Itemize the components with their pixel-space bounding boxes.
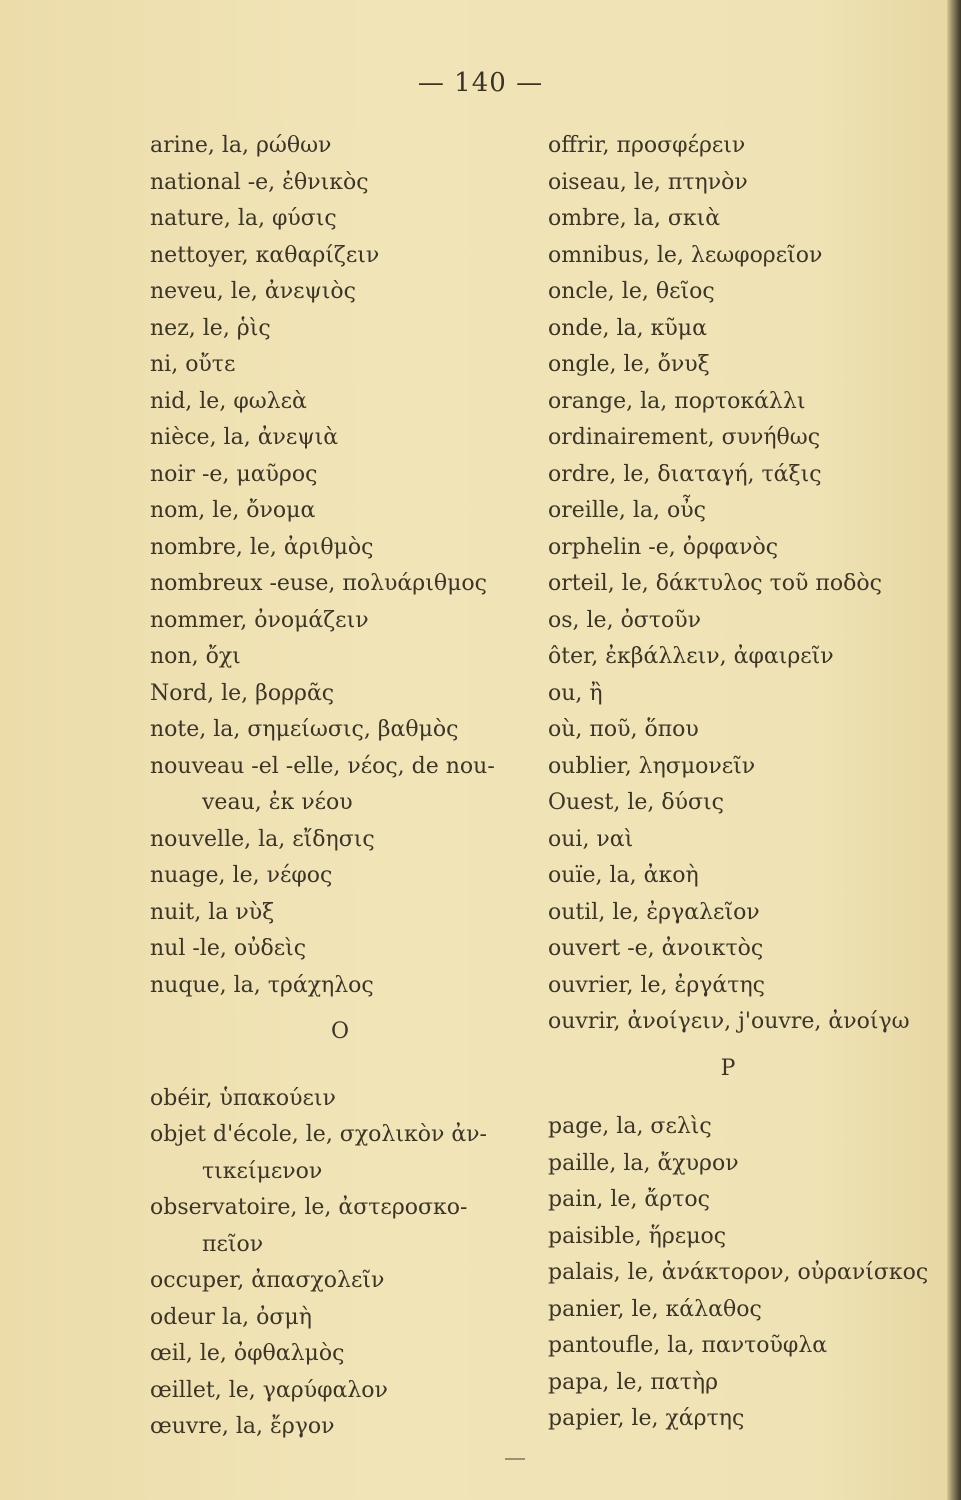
left-column: [150, 128, 535, 1446]
dictionary-entry: nom, le, ὄνομα: [150, 498, 316, 523]
dictionary-entry: ou, ἢ: [548, 680, 603, 706]
dictionary-entry: onde, la, κῦμα: [548, 315, 707, 341]
dictionary-entry: Ouest, le, δύσις: [548, 790, 724, 815]
dictionary-entry: oublier, λησμονεῖν: [548, 753, 756, 779]
dictionary-entry: œil, le, ὀφθαλμὸς: [150, 1341, 345, 1366]
dictionary-entry: palais, le, ἀνάκτορον, οὐρανίσκος: [548, 1260, 929, 1285]
dictionary-entry: nouvelle, la, εἴδησις: [150, 826, 375, 852]
dictionary-entry: Nord, le, βορρᾶς: [150, 680, 335, 706]
dictionary-entry: ouïe, la, ἀκοὴ: [548, 863, 699, 888]
dictionary-entry: orphelin -e, ὀρφανὸς: [548, 534, 779, 560]
dictionary-entry: nature, la, φύσις: [150, 206, 337, 231]
dictionary-entry: nez, le, ῥὶς: [150, 315, 271, 341]
dictionary-entry: ongle, le, ὄνυξ: [548, 352, 710, 377]
dictionary-entry: observatoire, le, ἀστεροσκο-: [150, 1195, 468, 1220]
dictionary-entry: nuage, le, νέφος: [150, 863, 333, 888]
dictionary-entry: national -e, ἐθνικὸς: [150, 169, 369, 195]
dictionary-entry-continuation: veau, ἐκ νέου: [202, 790, 353, 815]
dictionary-entry: nettoyer, καθαρίζειν: [150, 242, 380, 268]
dictionary-entry: nul -le, οὐδεὶς: [150, 936, 307, 961]
dictionary-entry: ombre, la, σκιὰ: [548, 206, 721, 231]
dictionary-entry: odeur la, ὀσμὴ: [150, 1304, 312, 1330]
right-column: [548, 128, 933, 1438]
dictionary-entry: papier, le, χάρτης: [548, 1406, 745, 1431]
dictionary-entry: outil, le, ἐργαλεῖον: [548, 899, 760, 925]
dictionary-entry: oui, ναὶ: [548, 826, 634, 852]
dictionary-entry: noir -e, μαῦρος: [150, 461, 318, 487]
dictionary-entry: nuque, la, τράχηλος: [150, 972, 374, 998]
dictionary-entry: arine, la, ρώθων: [150, 133, 332, 158]
dictionary-entry: nombre, le, ἀριθμὸς: [150, 534, 374, 560]
dictionary-entry: pain, le, ἄρτος: [548, 1187, 710, 1212]
section-letter-o: O: [330, 1019, 350, 1044]
dictionary-entry: panier, le, κάλαθος: [548, 1296, 762, 1322]
printer-mark: [505, 1458, 525, 1460]
dictionary-entry: nouveau -el -elle, νέος, de nou-: [150, 753, 495, 779]
dictionary-entry: obéir, ὑπακούειν: [150, 1085, 336, 1111]
dictionary-entry: omnibus, le, λεωφορεῖον: [548, 242, 823, 268]
dictionary-entry-continuation: πεῖον: [202, 1231, 264, 1257]
dictionary-entry: oiseau, le, πτηνὸν: [548, 169, 748, 195]
dictionary-entry: ôter, ἐκβάλλειν, ἀφαιρεῖν: [548, 644, 834, 669]
dictionary-entry: ouvert -e, ἀνοικτὸς: [548, 936, 764, 961]
section-letter-p: P: [720, 1055, 736, 1081]
dictionary-entry: orteil, le, δάκτυλος τοῦ ποδὸς: [548, 571, 882, 596]
dictionary-entry: nuit, la νὺξ: [150, 899, 275, 925]
dictionary-entry: ouvrier, le, ἐργάτης: [548, 972, 765, 998]
dictionary-entry: paille, la, ἄχυρον: [548, 1150, 739, 1176]
dictionary-entry: offrir, προσφέρειν: [548, 133, 746, 158]
dictionary-entry: nid, le, φωλεὰ: [150, 388, 307, 414]
dictionary-entry: orange, la, πορτοκάλλι: [548, 388, 806, 414]
dictionary-entry: non, ὄχι: [150, 644, 241, 669]
dictionary-entry: os, le, ὀστοῦν: [548, 607, 701, 633]
dictionary-entry: objet d'école, le, σχολικὸν ἀν-: [150, 1122, 487, 1147]
dictionary-entry: page, la, σελὶς: [548, 1114, 712, 1139]
page-binding-edge: [947, 0, 961, 1500]
dictionary-entry: où, ποῦ, ὅπου: [548, 717, 699, 742]
dictionary-entry: occuper, ἀπασχολεῖν: [150, 1268, 385, 1293]
dictionary-entry: ni, οὔτε: [150, 352, 236, 377]
dictionary-entry: oreille, la, οὖς: [548, 498, 706, 523]
dictionary-entry: ordre, le, διαταγή, τάξις: [548, 461, 822, 487]
dictionary-entry-continuation: τικείμενον: [202, 1158, 323, 1184]
dictionary-entry: oncle, le, θεῖος: [548, 279, 715, 304]
dictionary-entry: ordinairement, συνήθως: [548, 425, 821, 450]
dictionary-entry: paisible, ἥρεμος: [548, 1223, 727, 1249]
dictionary-entry: neveu, le, ἀνεψιὸς: [150, 279, 356, 304]
dictionary-entry: nombreux -euse, πολυάριθμος: [150, 571, 487, 596]
dictionary-entry: nommer, ὀνομάζειν: [150, 607, 369, 633]
dictionary-entry: note, la, σημείωσις, βαθμὸς: [150, 717, 459, 742]
dictionary-entry: œillet, le, γαρύφαλον: [150, 1377, 388, 1403]
dictionary-entry: ouvrir, ἀνοίγειν, j'ouvre, ἀνοίγω: [548, 1009, 910, 1034]
dictionary-entry: pantoufle, la, παντοῦφλα: [548, 1333, 828, 1358]
dictionary-entry: œuvre, la, ἔργον: [150, 1414, 335, 1439]
dictionary-entry: nièce, la, ἀνεψιὰ: [150, 425, 339, 450]
dictionary-entry: papa, le, πατὴρ: [548, 1369, 719, 1395]
page-number: — 140 —: [417, 68, 544, 98]
